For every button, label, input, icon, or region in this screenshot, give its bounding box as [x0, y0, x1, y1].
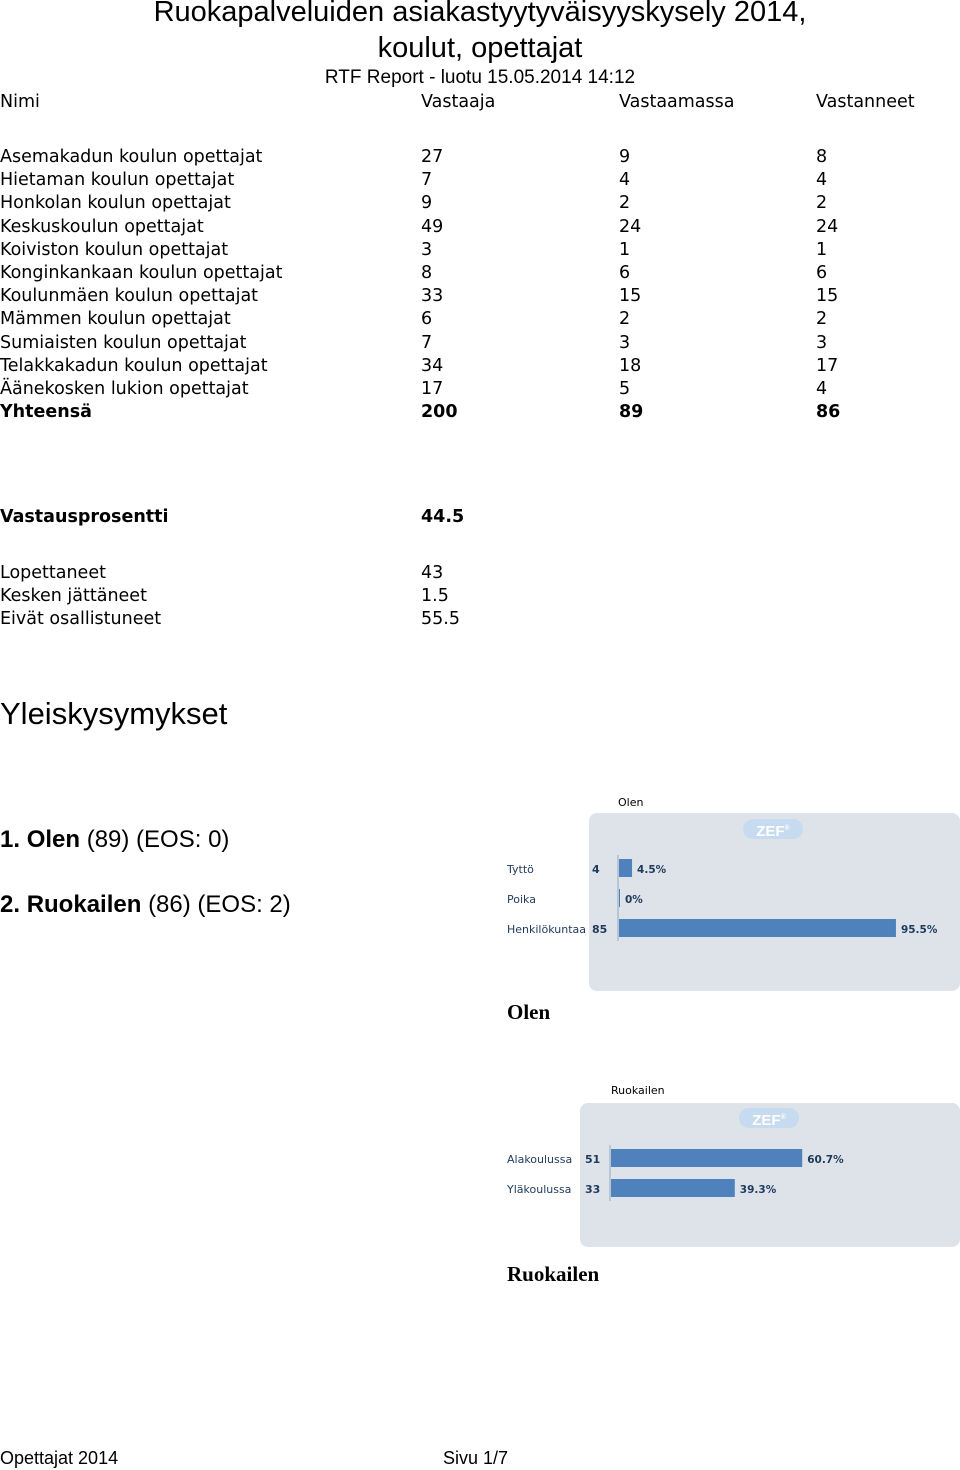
chart-1-title: Olen	[618, 796, 644, 809]
row-name: Koiviston koulun opettajat	[0, 239, 229, 260]
row-name: Telakkakadun koulun opettajat	[0, 355, 268, 376]
question-counts: (86) (EOS: 2)	[148, 891, 291, 918]
row-vastaaja: 6	[421, 309, 433, 330]
category-label: Poika	[507, 893, 536, 906]
response-rate-label: Vastausprosentti	[0, 507, 169, 527]
column-header-nimi: Nimi	[0, 92, 40, 112]
table-row	[0, 217, 960, 240]
table-header	[0, 92, 960, 115]
bar	[611, 1179, 735, 1197]
count-label: 4	[592, 863, 600, 876]
row-name: Yhteensä	[0, 402, 92, 423]
row-vastanneet: 24	[816, 216, 839, 237]
section-title: Yleiskysymykset	[0, 696, 228, 731]
count-label: 85	[592, 923, 608, 936]
table-row	[0, 147, 960, 170]
row-vastaaja: 7	[421, 332, 433, 353]
question-name: Ruokailen	[26, 891, 142, 918]
row-name: Keskuskoulun opettajat	[0, 216, 204, 237]
row-vastaaja: 8	[421, 263, 433, 283]
chart-1-bars	[500, 855, 960, 950]
table-row	[0, 309, 960, 332]
row-vastanneet: 2	[816, 193, 828, 214]
row-vastaamassa: 4	[619, 170, 631, 191]
row-vastanneet: 2	[816, 309, 828, 330]
column-header-vastaamassa: Vastaamassa	[619, 92, 735, 112]
row-vastaamassa: 3	[619, 332, 631, 353]
value-label: 39.3%	[739, 1184, 777, 1196]
value-label: 4.5%	[637, 864, 667, 876]
row-name: Hietaman koulun opettajat	[0, 170, 235, 191]
row-vastaamassa: 1	[619, 239, 631, 260]
row-vastaaja: 17	[421, 379, 444, 399]
row-vastaaja: 3	[421, 239, 433, 260]
table-row	[0, 170, 960, 193]
response-rate-value: 44.5	[421, 507, 465, 527]
table-row	[0, 240, 960, 263]
stat-value: 43	[421, 563, 444, 583]
row-vastanneet: 3	[816, 332, 828, 353]
row-vastaamassa: 2	[619, 309, 631, 330]
row-name: Asemakadun koulun opettajat	[0, 147, 263, 167]
category-label: Yläkoulussa	[507, 1183, 572, 1196]
row-vastanneet: 6	[816, 263, 828, 283]
row-vastaamassa: 24	[619, 216, 642, 237]
row-vastanneet: 15	[816, 286, 839, 307]
question-name: Olen	[26, 826, 81, 853]
bar	[619, 919, 896, 937]
row-vastanneet: 1	[816, 239, 828, 260]
chart-2-caption: Ruokailen	[507, 1262, 600, 1286]
row-name: Konginkankaan koulun opettajat	[0, 263, 283, 283]
table-row	[0, 333, 960, 356]
value-label: 60.7%	[807, 1154, 844, 1166]
row-name: Mämmen koulun opettajat	[0, 309, 231, 330]
question-number: 2.	[0, 891, 21, 918]
count-label: 51	[585, 1153, 601, 1166]
row-vastaamassa: 5	[619, 379, 631, 399]
row-vastanneet: 4	[816, 170, 828, 191]
row-vastanneet: 8	[816, 147, 828, 167]
footer-left: Opettajat 2014	[0, 1448, 119, 1468]
report-subtitle: RTF Report - luotu 15.05.2014 14:12	[324, 67, 636, 88]
table-row	[0, 286, 960, 309]
table-row	[0, 263, 960, 286]
row-vastaaja: 200	[421, 402, 458, 423]
question-2	[0, 891, 291, 919]
table-row	[0, 356, 960, 379]
row-vastaaja: 49	[421, 216, 444, 237]
report-title-line2: koulut, opettajat	[377, 32, 583, 64]
bar	[619, 889, 620, 907]
stat-label: Eivät osallistuneet	[0, 609, 162, 629]
category-label: Alakoulussa	[507, 1153, 573, 1166]
row-name: Sumiaisten koulun opettajat	[0, 332, 247, 353]
row-vastanneet: 4	[816, 379, 828, 399]
table-row	[0, 379, 960, 402]
row-vastaamassa: 15	[619, 286, 642, 307]
count-label: 33	[585, 1183, 601, 1196]
chart-2-bars	[500, 1145, 960, 1210]
row-vastaamassa: 18	[619, 355, 642, 376]
row-vastanneet: 17	[816, 355, 839, 376]
row-vastaamassa: 89	[619, 402, 644, 423]
zef-logo: ZEF®	[739, 1108, 799, 1128]
bar	[619, 859, 632, 877]
question-1	[0, 826, 229, 854]
row-vastaaja: 7	[421, 170, 433, 191]
row-vastanneet: 86	[816, 402, 841, 423]
stat-value: 1.5	[421, 586, 449, 606]
row-name: Äänekosken lukion opettajat	[0, 379, 249, 399]
row-name: Honkolan koulun opettajat	[0, 193, 231, 214]
stat-value: 55.5	[421, 609, 460, 629]
stat-label: Kesken jättäneet	[0, 586, 147, 606]
row-vastaaja: 34	[421, 355, 444, 376]
bar	[611, 1149, 802, 1167]
value-label: 0%	[625, 894, 643, 906]
category-label: Tyttö	[507, 863, 534, 876]
row-vastaaja: 33	[421, 286, 444, 307]
column-header-vastanneet: Vastanneet	[816, 92, 915, 112]
row-vastaamassa: 2	[619, 193, 631, 214]
row-vastaaja: 9	[421, 193, 433, 214]
row-name: Koulunmäen koulun opettajat	[0, 286, 259, 307]
column-header-vastaaja: Vastaaja	[421, 92, 496, 112]
row-vastaamassa: 6	[619, 263, 631, 283]
question-counts: (89) (EOS: 0)	[86, 826, 230, 853]
table-total-row	[0, 402, 960, 425]
chart-1-caption: Olen	[507, 1000, 551, 1024]
stat-label: Lopettaneet	[0, 563, 106, 583]
row-vastaaja: 27	[421, 147, 444, 167]
question-number: 1.	[0, 826, 21, 853]
category-label: Henkilökuntaa	[507, 923, 586, 936]
value-label: 95.5%	[900, 924, 938, 936]
footer-page-number: Sivu 1/7	[443, 1448, 509, 1468]
chart-2-title: Ruokailen	[611, 1084, 665, 1097]
row-vastaamassa: 9	[619, 147, 631, 167]
table-row	[0, 193, 960, 216]
zef-logo: ZEF®	[743, 819, 803, 839]
report-title-line1: Ruokapalveluiden asiakastyytyväisyyskysely 2014,	[153, 0, 807, 28]
